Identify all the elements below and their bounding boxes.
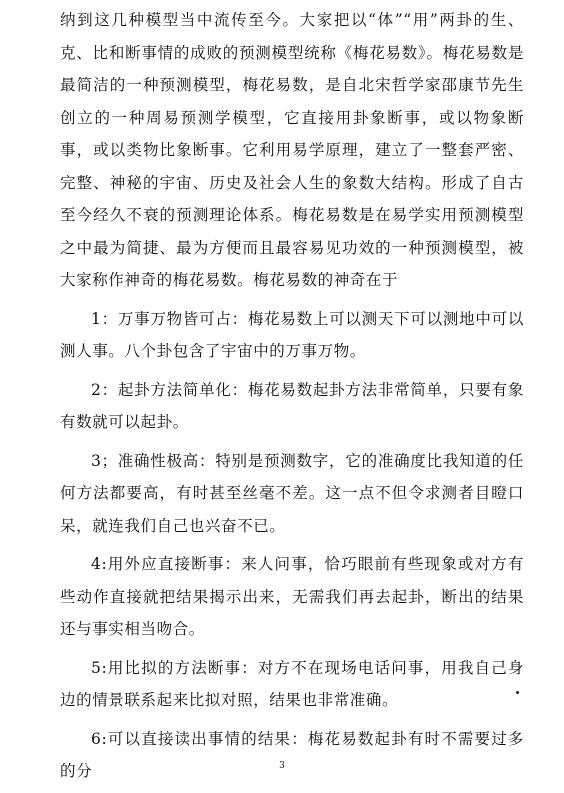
paragraph-item-1: 1：万事万物皆可占：梅花易数上可以测天下可以测地中可以测人事。八个卦包含了宇宙中的万事万物。 (60, 309, 524, 360)
page-number: 3 (279, 761, 285, 771)
paragraph-item-2: 2：起卦方法简单化：梅花易数起卦方法非常简单，只要有象有数就可以起卦。 (60, 380, 524, 431)
paragraph-item-3: 3；准确性极高：特别是预测数字，它的准确度比我知道的任何方法都要高，有时甚至丝毫不差。这一点不但令求测者目瞪口呆，就连我们自己也兴奋不已。 (60, 451, 524, 535)
scan-speck (516, 691, 519, 694)
paragraph-item-5: 5:用比拟的方法断事：对方不在现场电话问事，用我自己身边的情景联系起来比拟对照，结果也非常准确。 (60, 658, 524, 709)
paragraph-item-6: 6:可以直接读出事情的结果：梅花易数起卦有时不需要过多的分 (60, 729, 524, 780)
paragraph-item-4: 4:用外应直接断事：来人问事，恰巧眼前有些现象或对方有些动作直接就把结果揭示出来，无需我们再去起卦，断出的结果还与事实相当吻合。 (60, 555, 524, 638)
document-body (60, 4, 524, 788)
paragraph-intro: 纳到这几种模型当中流传至今。大家把以“体”“用”两卦的生、克、比和断事情的成败的预测模型统称《梅花易数》。梅花易数是最简洁的一种预测模型，梅花易数，是自北宋哲学家邵康节先生创立的一种周易预测学模型，它直接用卦象断事，或以物象断事，或以类物比象断事。它利用易学原理，建立了一整套严密、完整、神秘的宇宙、历史及社会人生的象数大结构。形成了自古至今经久不衰的预测理论体系。梅花易数是在易学实用预测模型之中最为简捷、最为方便而且最容易见功效的一种预测模型，被大家称作神奇的梅花易数。梅花易数的神奇在于 (60, 11, 524, 289)
